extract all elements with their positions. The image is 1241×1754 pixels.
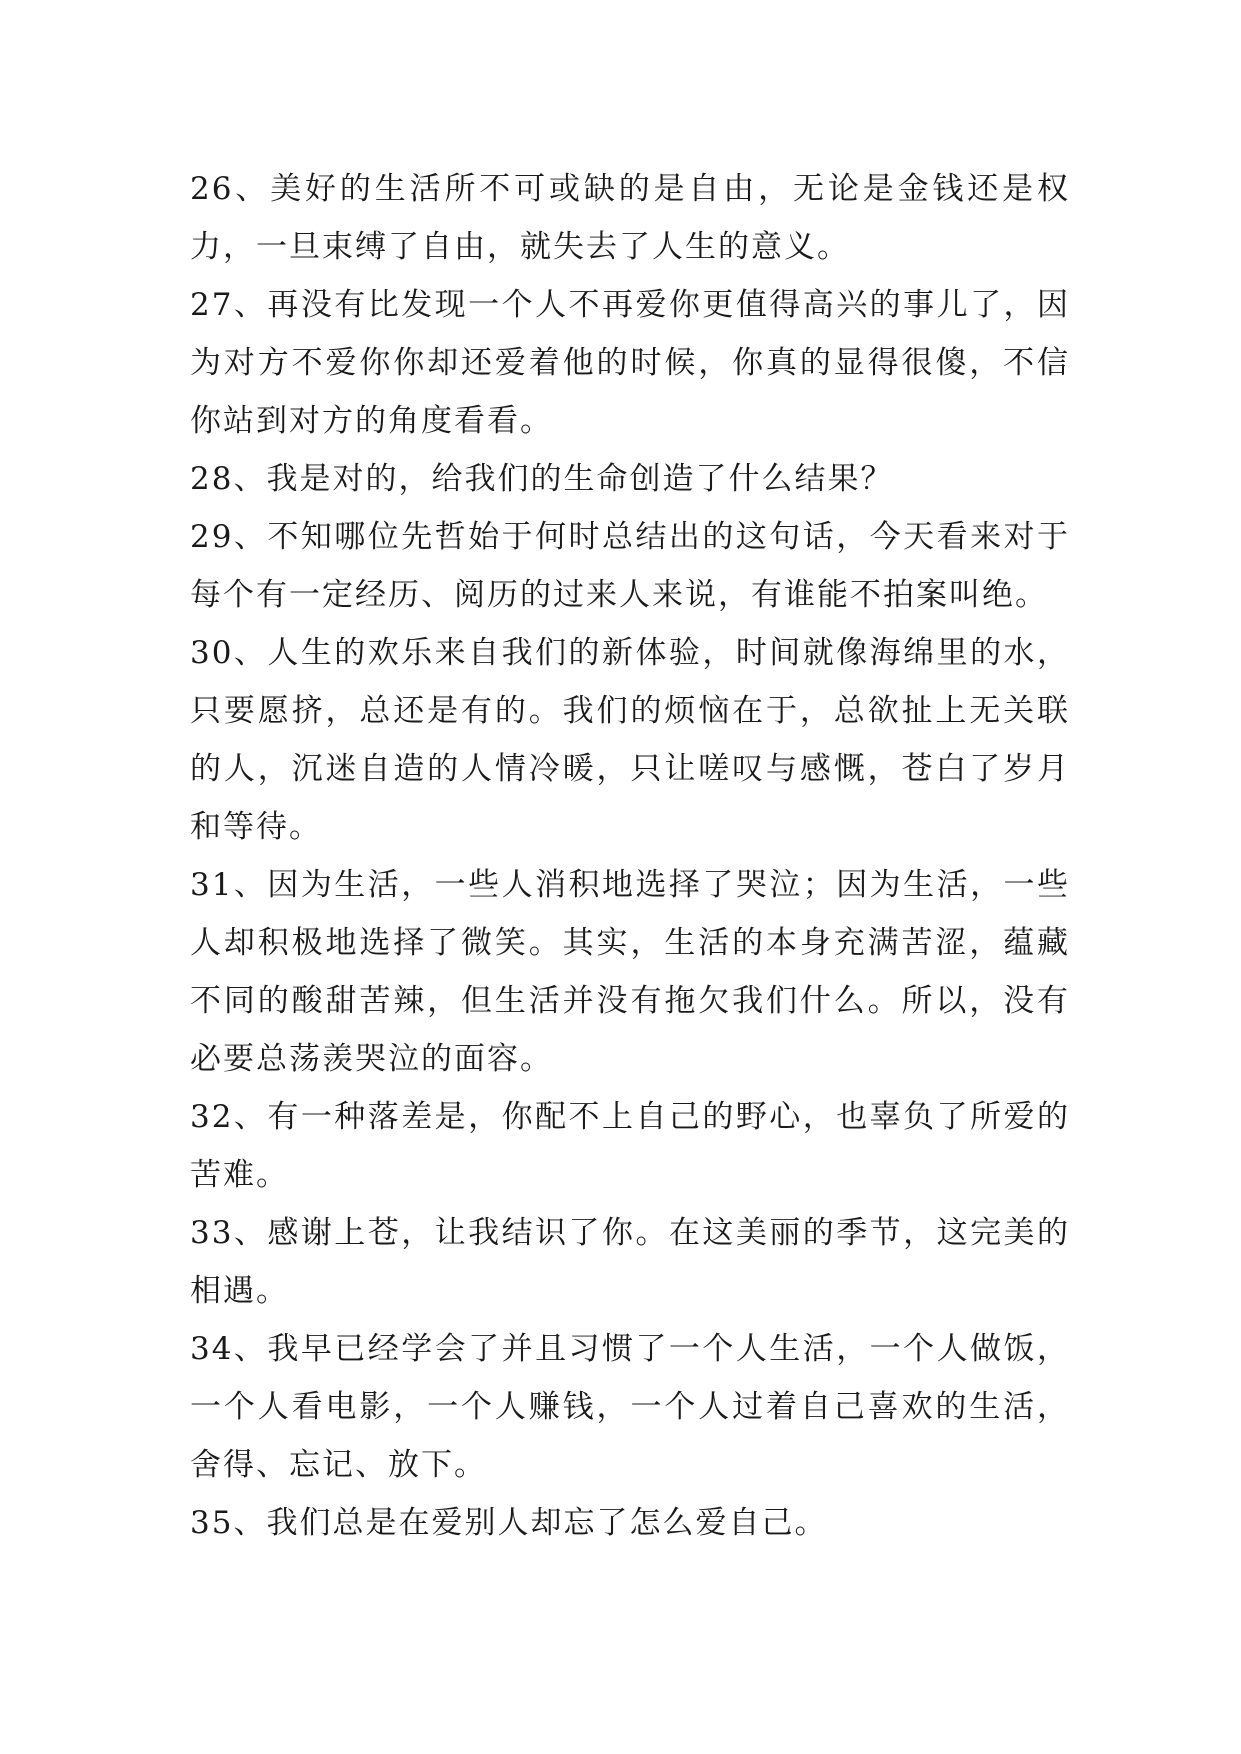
document-body — [190, 160, 1070, 1552]
entry-34: 34、我早已经学会了并且习惯了一个人生活，一个人做饭，一个人看电影，一个人赚钱，一个人过着自己喜欢的生活，舍得、忘记、放下。 — [190, 1331, 1070, 1483]
entry-28: 28、我是对的，给我们的生命创造了什么结果？ — [190, 461, 894, 497]
entry-30: 30、人生的欢乐来自我们的新体验，时间就像海绵里的水，只要愿挤，总还是有的。我们的烦恼在于，总欲扯上无关联的人，沉迷自造的人情冷暖，只让嗟叹与感慨，苍白了岁月和等待。 — [190, 635, 1070, 845]
entry-27: 27、再没有比发现一个人不再爱你更值得高兴的事儿了，因为对方不爱你你却还爱着他的时候，你真的显得很傻，不信你站到对方的角度看看。 — [190, 287, 1070, 439]
entry-29: 29、不知哪位先哲始于何时总结出的这句话，今天看来对于每个有一定经历、阅历的过来人来说，有谁能不拍案叫绝。 — [190, 519, 1070, 613]
entry-35: 35、我们总是在爱别人却忘了怎么爱自己。 — [190, 1505, 828, 1541]
entry-31: 31、因为生活，一些人消积地选择了哭泣；因为生活，一些人却积极地选择了微笑。其实，生活的本身充满苦涩，蕴藏不同的酸甜苦辣，但生活并没有拖欠我们什么。所以，没有必要总荡羡哭泣的面容。 — [190, 867, 1070, 1077]
entry-33: 33、感谢上苍，让我结识了你。在这美丽的季节，这完美的相遇。 — [190, 1215, 1070, 1309]
entry-26: 26、美好的生活所不可或缺的是自由，无论是金钱还是权力，一旦束缚了自由，就失去了人生的意义。 — [190, 171, 1070, 265]
entry-32: 32、有一种落差是，你配不上自己的野心，也辜负了所爱的苦难。 — [190, 1099, 1070, 1193]
